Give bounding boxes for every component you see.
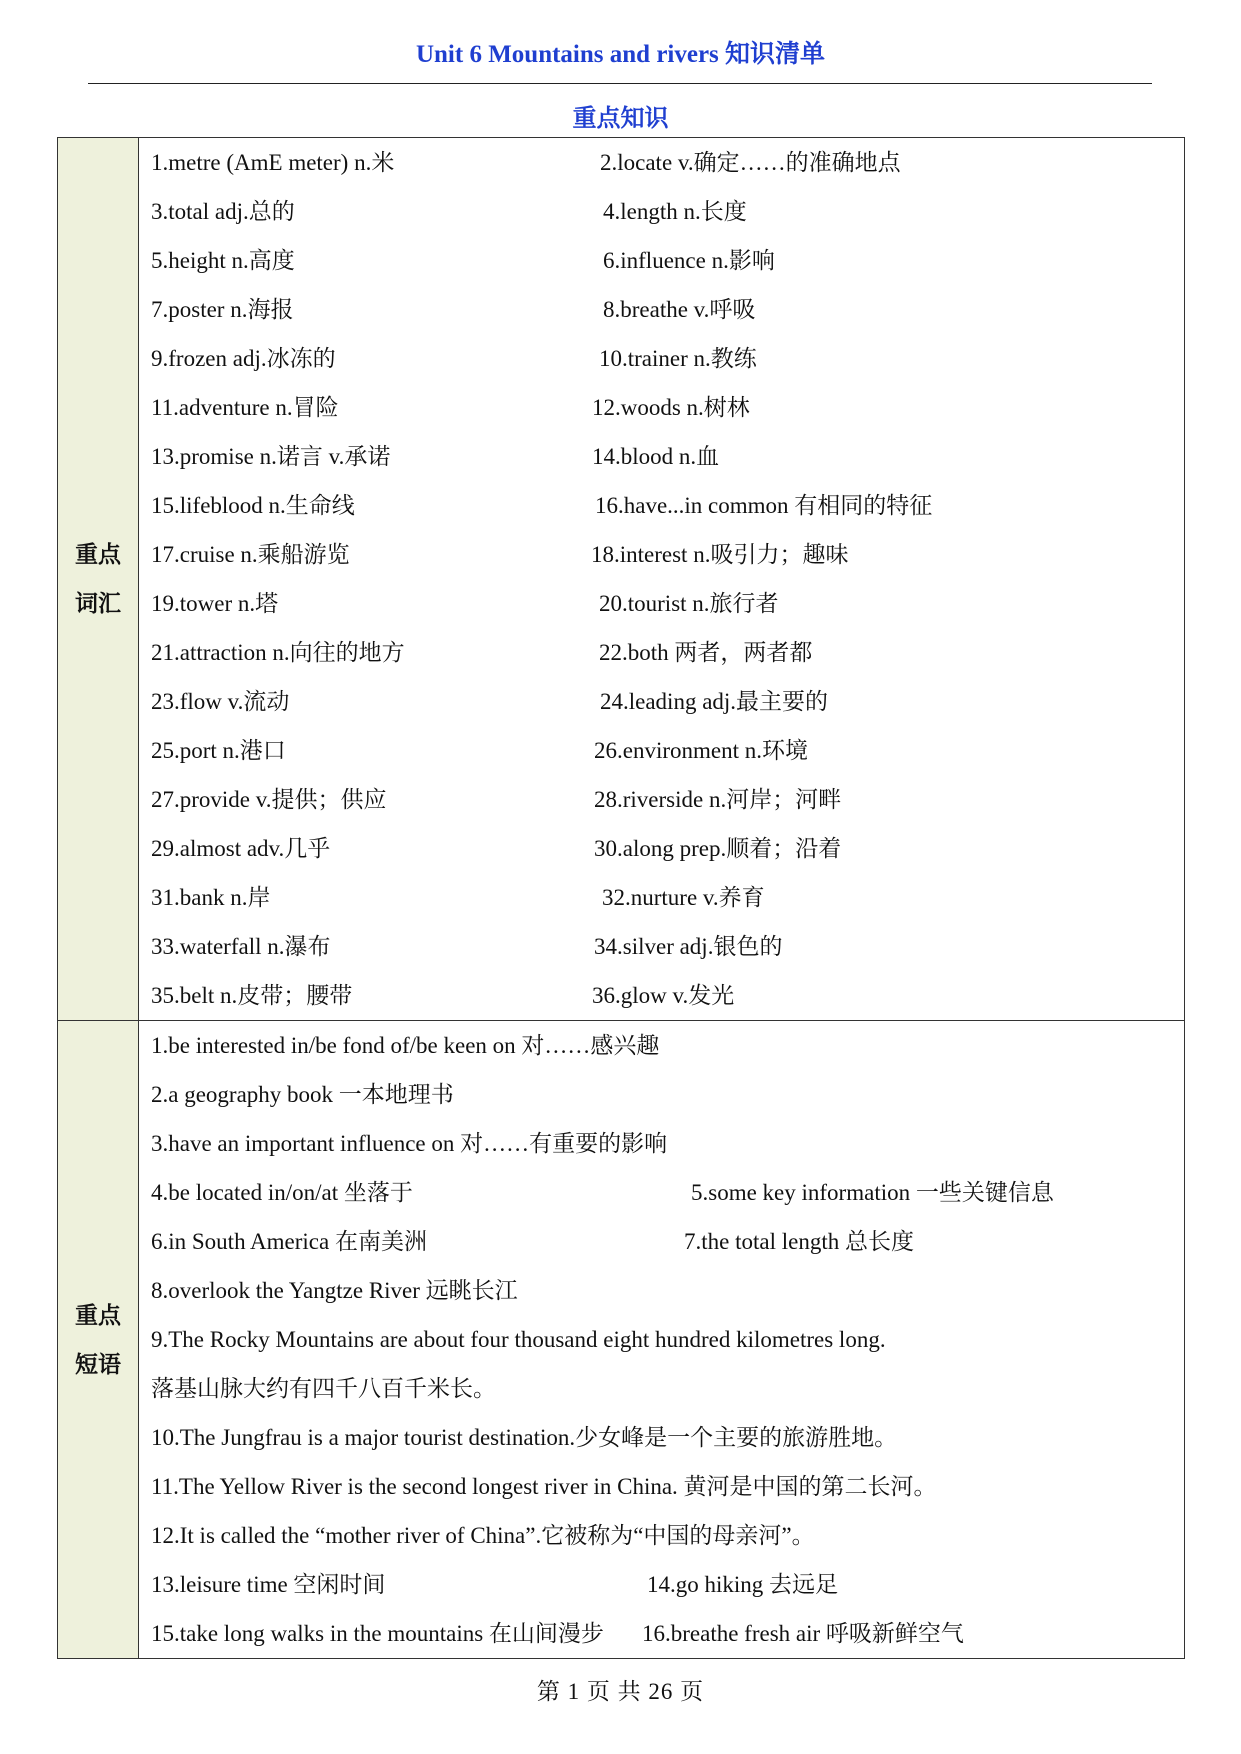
vocab-row [151, 922, 1184, 971]
vocab-row [151, 579, 1184, 628]
vocab-row [151, 628, 1184, 677]
entry-right: 2.locate v.确定……的准确地点 [600, 150, 901, 175]
phrase-row [151, 1070, 1184, 1119]
vocab-row [151, 432, 1184, 481]
entry-right: 16.breathe fresh air 呼吸新鲜空气 [642, 1621, 964, 1646]
vocabulary-list [139, 138, 1185, 1021]
phrase-row [151, 1609, 1184, 1658]
phrase-row [151, 1413, 1184, 1462]
phrases-label: 重点 短语 [58, 1021, 139, 1659]
header-divider [88, 83, 1152, 84]
entry-right: 10.trainer n.教练 [599, 346, 757, 371]
phrase-row [151, 1119, 1184, 1168]
entry-left: 11.The Yellow River is the second longest river in China. 黄河是中国的第二长河。 [151, 1474, 937, 1499]
entry-right: 4.length n.长度 [603, 199, 747, 224]
entry-left: 19.tower n.塔 [151, 591, 279, 616]
entry-left: 17.cruise n.乘船游览 [151, 542, 350, 567]
entry-left: 13.leisure time 空闲时间 [151, 1572, 386, 1597]
entry-left: 27.provide v.提供；供应 [151, 787, 387, 812]
phrase-row [151, 1511, 1184, 1560]
entry-right: 14.blood n.血 [592, 444, 720, 469]
entry-right: 12.woods n.树林 [592, 395, 750, 420]
entry-left: 12.It is called the “mother river of China”.它被称为“中国的母亲河”。 [151, 1523, 815, 1548]
entry-right: 28.riverside n.河岸；河畔 [594, 787, 842, 812]
phrase-row [151, 1560, 1184, 1609]
entry-left: 13.promise n.诺言 v.承诺 [151, 444, 391, 469]
entry-right: 7.the total length 总长度 [684, 1229, 914, 1254]
entry-left: 31.bank n.岸 [151, 885, 271, 910]
phrases-section [58, 1021, 1185, 1659]
entry-left: 25.port n.港口 [151, 738, 286, 763]
phrase-row [151, 1462, 1184, 1511]
vocab-row [151, 383, 1184, 432]
entry-left: 9.frozen adj.冰冻的 [151, 346, 336, 371]
entry-left: 29.almost adv.几乎 [151, 836, 331, 861]
entry-left: 1.be interested in/be fond of/be keen on 对……感兴趣 [151, 1033, 660, 1058]
entry-left: 23.flow v.流动 [151, 689, 290, 714]
phrase-row [151, 1315, 1184, 1364]
entry-right: 34.silver adj.银色的 [594, 934, 783, 959]
entry-left: 9.The Rocky Mountains are about four thousand eight hundred kilometres long. [151, 1327, 886, 1352]
entry-right: 22.both 两者，两者都 [599, 640, 813, 665]
vocab-row [151, 334, 1184, 383]
entry-left: 15.lifeblood n.生命线 [151, 493, 355, 518]
entry-right: 8.breathe v.呼吸 [603, 297, 756, 322]
phrase-row [151, 1364, 1184, 1413]
vocab-row [151, 775, 1184, 824]
page-number: 第 1 页 共 26 页 [536, 1679, 705, 1704]
entry-left: 落基山脉大约有四千八百千米长。 [151, 1376, 496, 1401]
entry-left: 8.overlook the Yangtze River 远眺长江 [151, 1278, 518, 1303]
entry-left: 4.be located in/on/at 坐落于 [151, 1180, 413, 1205]
entry-right: 20.tourist n.旅行者 [599, 591, 779, 616]
entry-left: 2.a geography book 一本地理书 [151, 1082, 454, 1107]
entry-left: 1.metre (AmE meter) n.米 [151, 150, 395, 175]
vocab-row [151, 138, 1184, 187]
knowledge-table [57, 137, 1185, 1659]
vocab-row [151, 726, 1184, 775]
document-title: Unit 6 Mountains and rivers 知识清单 [415, 41, 826, 68]
entry-left: 21.attraction n.向往的地方 [151, 640, 405, 665]
entry-left: 6.in South America 在南美洲 [151, 1229, 427, 1254]
vocabulary-section [58, 138, 1185, 1021]
entry-left: 33.waterfall n.瀑布 [151, 934, 331, 959]
entry-right: 18.interest n.吸引力；趣味 [591, 542, 849, 567]
vocabulary-label: 重点 词汇 [58, 138, 139, 1021]
entry-left: 3.total adj.总的 [151, 199, 295, 224]
entry-left: 7.poster n.海报 [151, 297, 294, 322]
vocab-row [151, 530, 1184, 579]
entry-right: 36.glow v.发光 [592, 983, 735, 1008]
entry-right: 26.environment n.环境 [594, 738, 808, 763]
entry-left: 15.take long walks in the mountains 在山间漫步 [151, 1621, 604, 1646]
entry-right: 16.have...in common 有相同的特征 [595, 493, 933, 518]
vocab-row [151, 677, 1184, 726]
entry-left: 35.belt n.皮带；腰带 [151, 983, 353, 1008]
phrase-row [151, 1266, 1184, 1315]
entry-right: 5.some key information 一些关键信息 [691, 1180, 1054, 1205]
vocab-row [151, 971, 1184, 1020]
vocab-row [151, 873, 1184, 922]
entry-right: 24.leading adj.最主要的 [600, 689, 829, 714]
phrase-row [151, 1217, 1184, 1266]
vocab-row [151, 285, 1184, 334]
vocab-row [151, 824, 1184, 873]
entry-right: 32.nurture v.养育 [602, 885, 765, 910]
section-heading: 重点知识 [572, 106, 669, 132]
entry-right: 14.go hiking 去远足 [647, 1572, 839, 1597]
entry-left: 5.height n.高度 [151, 248, 295, 273]
entry-right: 6.influence n.影响 [603, 248, 775, 273]
phrase-row [151, 1168, 1184, 1217]
vocab-row [151, 236, 1184, 285]
vocab-row [151, 481, 1184, 530]
entry-right: 30.along prep.顺着；沿着 [594, 836, 842, 861]
entry-left: 11.adventure n.冒险 [151, 395, 339, 420]
phrase-row [151, 1021, 1184, 1070]
entry-left: 3.have an important influence on 对……有重要的影响 [151, 1131, 668, 1156]
phrases-list [139, 1021, 1185, 1659]
vocab-row [151, 187, 1184, 236]
entry-left: 10.The Jungfrau is a major tourist destination.少女峰是一个主要的旅游胜地。 [151, 1425, 898, 1450]
